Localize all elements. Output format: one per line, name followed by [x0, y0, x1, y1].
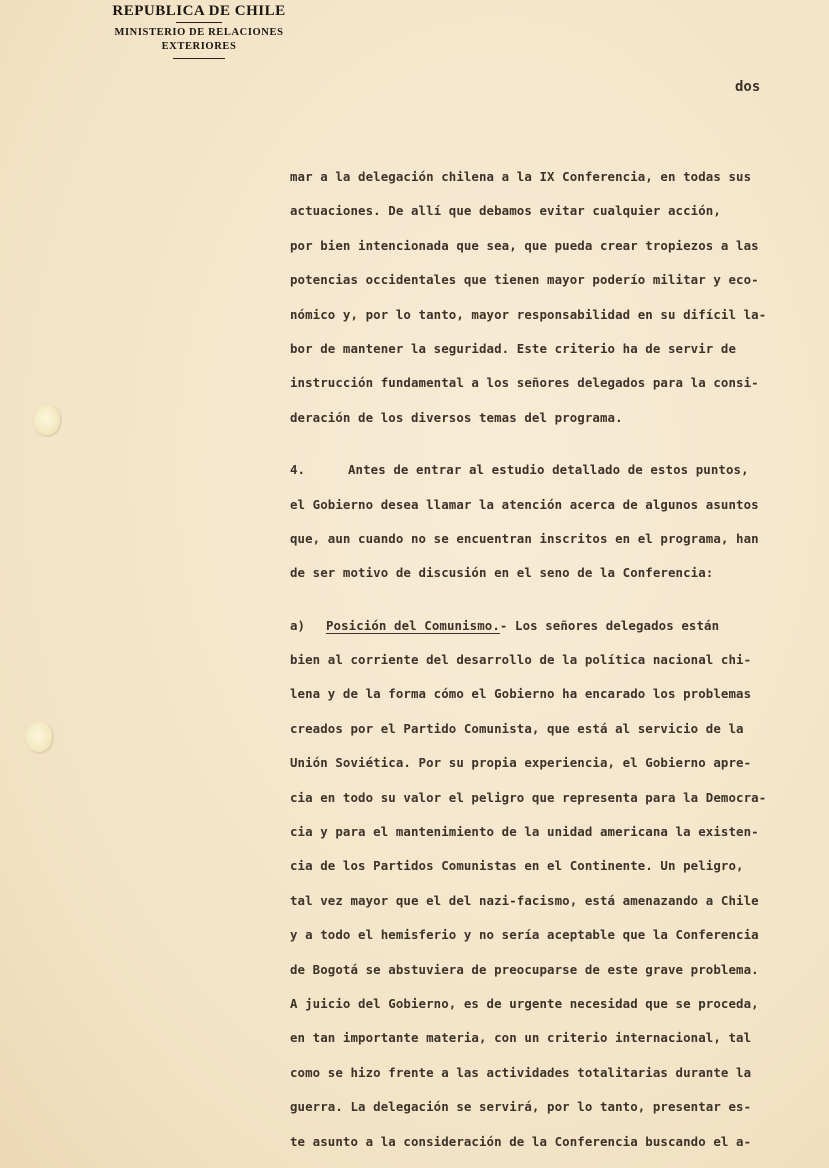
text-line: nómico y, por lo tanto, mayor responsabilidad en su difícil la- [290, 306, 767, 322]
text-line: bien al corriente del desarrollo de la política nacional chi- [290, 652, 752, 668]
text-line: en tan importante materia, con un criterio internacional, tal [290, 1030, 752, 1046]
punch-hole-bottom [26, 722, 52, 752]
text-line: mar a la delegación chilena a la IX Conferencia, en todas sus [290, 169, 752, 184]
letterhead [92, 2, 306, 59]
section-heading: Posición del Comunismo. [326, 617, 500, 633]
text-line: deración de los diversos temas del programa. [290, 409, 623, 425]
text-line: que, aun cuando no se encuentran inscritos en el programa, han [290, 530, 759, 546]
paragraph-a [290, 609, 800, 1159]
text-line: Unión Soviética. Por su propia experiencia, el Gobierno apre- [290, 755, 752, 771]
item-label: a) [290, 617, 306, 633]
text-line: bor de mantener la seguridad. Este criterio ha de servir de [290, 340, 737, 356]
text-line: cia de los Partidos Comunistas en el Continente. Un peligro, [290, 858, 744, 874]
text-line [290, 609, 800, 643]
text-line: A juicio del Gobierno, es de urgente necesidad que se proceda, [290, 995, 759, 1011]
text-line: el Gobierno desea llamar la atención acerca de algunos asuntos [290, 496, 759, 512]
text-line: y a todo el hemisferio y no sería aceptable que la Conferencia [290, 927, 759, 943]
paragraph-4 [290, 453, 800, 591]
text-line: te asunto a la consideración de la Conferencia buscando el a- [290, 1133, 752, 1149]
page-number: dos [735, 79, 761, 95]
text-line: de Bogotá se abstuviera de preocuparse de este grave problema. [290, 961, 759, 977]
letterhead-divider [176, 22, 222, 23]
text-line: tal vez mayor que el del nazi-facismo, está amenazando a Chile [290, 892, 759, 908]
letterhead-country: REPUBLICA DE CHILE [112, 3, 286, 19]
text-line: cia en todo su valor el peligro que representa para la Democra- [290, 789, 767, 805]
text-line: potencias occidentales que tienen mayor poderío militar y eco- [290, 272, 759, 288]
text-line: creados por el Partido Comunista, que está al servicio de la [290, 720, 744, 736]
text-line: como se hizo frente a las actividades totalitarias durante la [290, 1064, 752, 1080]
text-line: de ser motivo de discusión en el seno de la Conferencia: [290, 565, 714, 581]
letterhead-divider-bottom [173, 58, 225, 59]
text-line: actuaciones. De allí que debamos evitar cualquier acción, [290, 203, 721, 219]
text-line: instrucción fundamental a los señores delegados para la consi- [290, 375, 759, 391]
document-body [290, 160, 800, 1159]
letterhead-ministry-line2: EXTERIORES [161, 41, 237, 52]
text-line [290, 453, 800, 487]
text-line: por bien intencionada que sea, que pueda crear tropiezos a las [290, 237, 759, 253]
paragraph-first-line: Antes de entrar al estudio detallado de estos puntos, [348, 462, 749, 478]
text-line: lena y de la forma cómo el Gobierno ha encarado los problemas [290, 686, 752, 702]
letterhead-ministry-line1: MINISTERIO DE RELACIONES [114, 27, 284, 38]
text-line: cia y para el mantenimiento de la unidad americana la existen- [290, 824, 759, 840]
punch-hole-top [34, 405, 60, 435]
paragraph-continuation [290, 160, 800, 435]
paragraph-first-line: - Los señores delegados están [499, 617, 720, 633]
text-line: guerra. La delegación se servirá, por lo tanto, presentar es- [290, 1099, 752, 1115]
paragraph-number: 4. [290, 462, 306, 478]
